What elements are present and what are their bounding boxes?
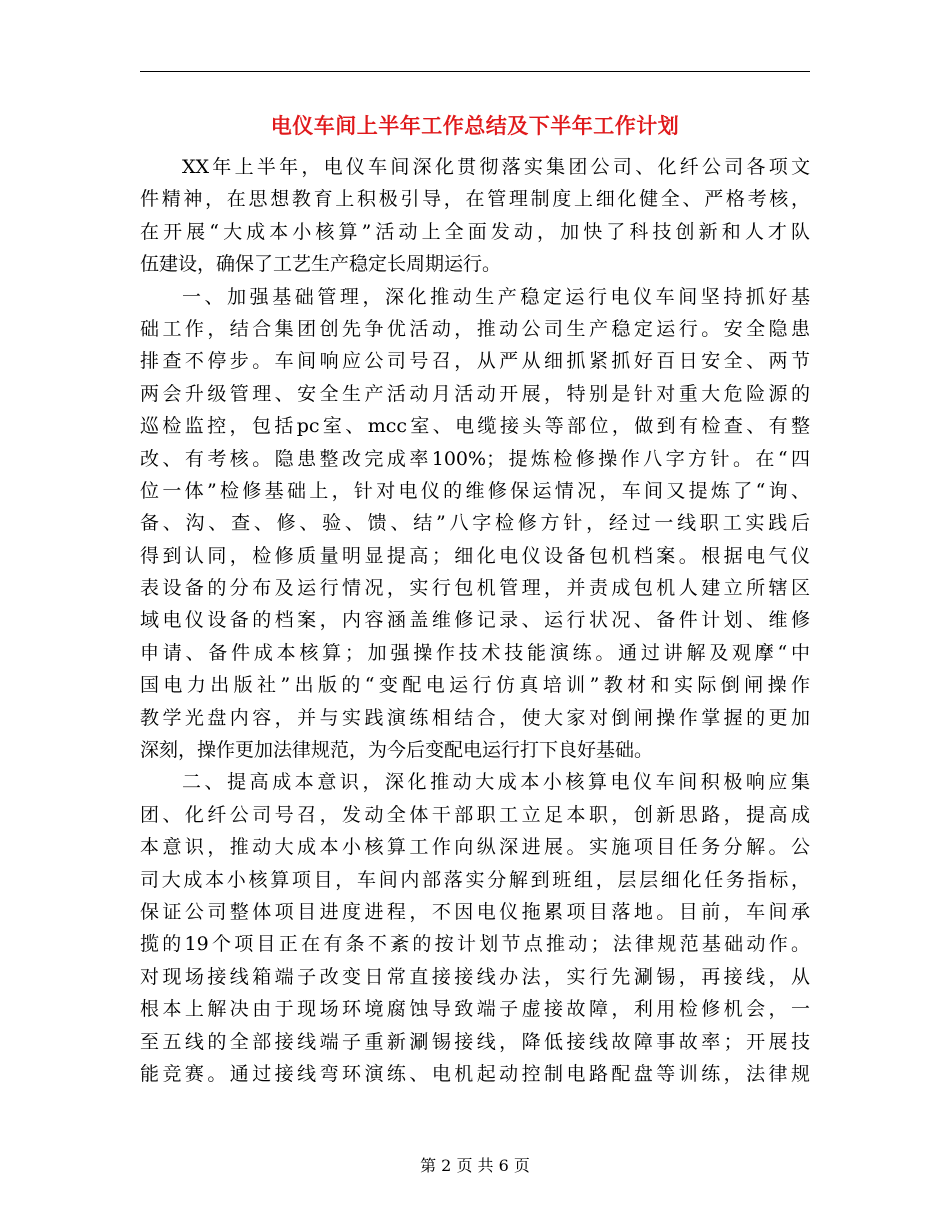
paragraph-line: 备、沟、查、修、验、馈、结”八字检修方针，经过一线职工实践后	[140, 512, 810, 535]
paragraph-line: 司大成本小核算项目，车间内部落实分解到班组，层层细化任务指标，	[140, 868, 810, 891]
document-title: 电仪车间上半年工作总结及下半年工作计划	[270, 113, 680, 138]
paragraph-line: 巡检监控，包括pc室、mcc室、电缆接头等部位，做到有检查、有整	[140, 415, 810, 438]
paragraph-line: 在开展“大成本小核算”活动上全面发动，加快了科技创新和人才队	[140, 220, 810, 243]
paragraph-line: 表设备的分布及运行情况，实行包机管理，并责成包机人建立所辖区	[140, 577, 810, 600]
paragraph-line: 深刻，操作更加法律规范，为今后变配电运行打下良好基础。	[140, 739, 654, 762]
paragraph-line: 对现场接线箱端子改变日常直接接线办法，实行先涮锡，再接线，从	[140, 965, 810, 988]
paragraph-line: 能竞赛。通过接线弯环演练、电机起动控制电路配盘等训练，法律规	[140, 1062, 810, 1085]
paragraph-line: 伍建设，确保了工艺生产稳定长周期运行。	[140, 253, 502, 276]
paragraph-line: 教学光盘内容，并与实践演练相结合，使大家对倒闸操作掌握的更加	[140, 706, 810, 729]
paragraph-line: 根本上解决由于现场环境腐蚀导致端子虚接故障，利用检修机会，一	[140, 998, 810, 1021]
paragraph-line: 位一体”检修基础上，针对电仪的维修保运情况，车间又提炼了“询、	[140, 479, 810, 502]
page-number: 第 2 页 共 6 页	[420, 1156, 530, 1175]
paragraph-line: 本意识，推动大成本小核算工作向纵深进展。实施项目任务分解。公	[140, 836, 810, 859]
document-body	[140, 151, 810, 1090]
paragraph-line: 两会升级管理、安全生产活动月活动开展，特别是针对重大危险源的	[140, 382, 810, 405]
paragraph-line: 一、加强基础管理，深化推动生产稳定运行电仪车间坚持抓好基	[182, 285, 810, 308]
paragraph-line: 国电力出版社”出版的“变配电运行仿真培训”教材和实际倒闸操作	[140, 674, 810, 697]
paragraph-line: 得到认同，检修质量明显提高；细化电仪设备包机档案。根据电气仪	[140, 544, 810, 567]
header-rule	[140, 71, 810, 72]
paragraph-line: 团、化纤公司号召，发动全体干部职工立足本职，创新思路，提高成	[140, 803, 810, 826]
paragraph-line: 础工作，结合集团创先争优活动，推动公司生产稳定运行。安全隐患	[140, 317, 810, 340]
paragraph-line: 排查不停步。车间响应公司号召，从严从细抓紧抓好百日安全、两节	[140, 350, 810, 373]
paragraph-line: 件精神，在思想教育上积极引导，在管理制度上细化健全、严格考核，	[140, 188, 810, 211]
paragraph-line: 揽的19个项目正在有条不紊的按计划节点推动；法律规范基础动作。	[140, 933, 810, 956]
paragraph-line: XX年上半年，电仪车间深化贯彻落实集团公司、化纤公司各项文	[182, 156, 810, 178]
paragraph-line: 域电仪设备的档案，内容涵盖维修记录、运行状况、备件计划、维修	[140, 609, 810, 632]
paragraph-line: 保证公司整体项目进度进程，不因电仪拖累项目落地。目前，车间承	[140, 900, 810, 923]
paragraph-line: 至五线的全部接线端子重新涮锡接线，降低接线故障事故率；开展技	[140, 1030, 810, 1053]
paragraph-line: 二、提高成本意识，深化推动大成本小核算电仪车间积极响应集	[182, 771, 810, 794]
paragraph-line: 改、有考核。隐患整改完成率100%；提炼检修操作八字方针。在“四	[140, 447, 810, 470]
paragraph-line: 申请、备件成本核算；加强操作技术技能演练。通过讲解及观摩“中	[140, 641, 810, 664]
